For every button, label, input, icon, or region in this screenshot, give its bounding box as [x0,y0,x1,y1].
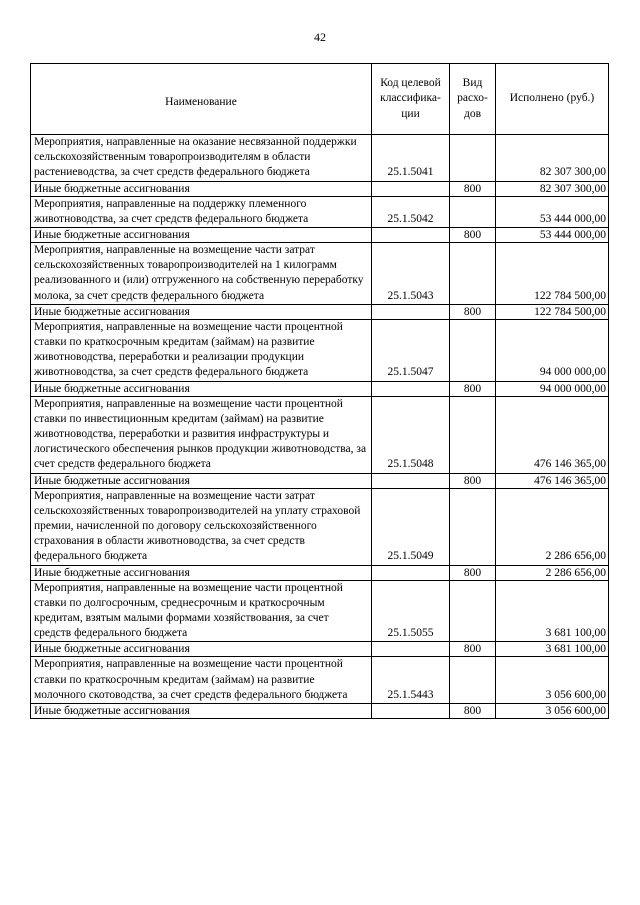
cell-code: 25.1.5443 [372,657,450,704]
cell-name: Мероприятия, направленные на возмещение части процентной ставки по долгосрочным, среднесрочным и краткосрочным кредитам, взятым малыми формами хозяйствования, за счет средств федерального бюджета [31,580,372,642]
cell-code [372,642,450,657]
cell-name: Иные бюджетные ассигнования [31,228,372,243]
header-sum: Исполнено (руб.) [496,64,609,135]
table-header-row [31,64,609,135]
table-row [31,319,609,381]
cell-vid [450,657,496,704]
header-name: Наименование [31,64,372,135]
cell-code [372,228,450,243]
cell-code [372,565,450,580]
table-row [31,396,609,473]
cell-sum: 122 784 500,00 [496,243,609,305]
cell-vid: 800 [450,704,496,719]
cell-vid: 800 [450,228,496,243]
table-row [31,704,609,719]
cell-sum: 94 000 000,00 [496,319,609,381]
cell-vid: 800 [450,304,496,319]
cell-name: Иные бюджетные ассигнования [31,473,372,488]
table-row [31,243,609,305]
cell-sum: 94 000 000,00 [496,381,609,396]
cell-code: 25.1.5049 [372,488,450,565]
cell-name: Мероприятия, направленные на возмещение части процентной ставки по инвестиционным кредитам (займам) на развитие животноводства, переработки и развития инфраструктуры и логистического обеспечения рынков продукции животноводства, за счет средств федерального бюджета [31,396,372,473]
table-row [31,473,609,488]
cell-sum: 53 444 000,00 [496,196,609,227]
table-row [31,657,609,704]
cell-name: Мероприятия, направленные на возмещение части процентной ставки по краткосрочным кредитам (займам) на развитие молочного скотоводства, за счет средств федерального бюджета [31,657,372,704]
cell-sum: 2 286 656,00 [496,488,609,565]
cell-code [372,381,450,396]
cell-sum: 122 784 500,00 [496,304,609,319]
cell-code [372,304,450,319]
cell-vid: 800 [450,381,496,396]
table-row [31,304,609,319]
cell-vid [450,488,496,565]
cell-vid: 800 [450,565,496,580]
cell-code: 25.1.5047 [372,319,450,381]
cell-name: Мероприятия, направленные на оказание несвязанной поддержки сельскохозяйственным товаропроизводителям в области растениеводства, за счет средств федерального бюджета [31,135,372,182]
table-row [31,565,609,580]
cell-vid: 800 [450,642,496,657]
page-number: 42 [314,30,326,44]
cell-vid [450,243,496,305]
cell-name: Иные бюджетные ассигнования [31,565,372,580]
cell-name: Мероприятия, направленные на поддержку племенного животноводства, за счет средств федерального бюджета [31,196,372,227]
cell-name: Иные бюджетные ассигнования [31,181,372,196]
cell-sum: 82 307 300,00 [496,181,609,196]
cell-vid [450,319,496,381]
cell-vid: 800 [450,181,496,196]
cell-vid [450,396,496,473]
cell-name: Иные бюджетные ассигнования [31,642,372,657]
cell-vid [450,196,496,227]
cell-code: 25.1.5042 [372,196,450,227]
cell-name: Иные бюджетные ассигнования [31,304,372,319]
budget-table [30,63,609,719]
cell-code: 25.1.5043 [372,243,450,305]
cell-vid [450,580,496,642]
table-row [31,228,609,243]
table-row [31,642,609,657]
cell-code [372,704,450,719]
cell-name: Мероприятия, направленные на возмещение части процентной ставки по краткосрочным кредитам (займам) на развитие животноводства, переработки и реализации продукции животноводства, за счет средств федерального бюджета [31,319,372,381]
cell-name: Иные бюджетные ассигнования [31,381,372,396]
table-row [31,580,609,642]
cell-name: Иные бюджетные ассигнования [31,704,372,719]
table-row [31,135,609,182]
cell-sum: 2 286 656,00 [496,565,609,580]
cell-code [372,473,450,488]
cell-sum: 476 146 365,00 [496,396,609,473]
cell-code: 25.1.5048 [372,396,450,473]
table-row [31,196,609,227]
cell-vid [450,135,496,182]
cell-sum: 82 307 300,00 [496,135,609,182]
table-row [31,181,609,196]
cell-name: Мероприятия, направленные на возмещение части затрат сельскохозяйственных товаропроизводителей на уплату страховой премии, начисленной по договору сельскохозяйственного страхования в области животноводства, за счет средств федерального бюджета [31,488,372,565]
cell-code: 25.1.5055 [372,580,450,642]
cell-sum: 3 056 600,00 [496,657,609,704]
cell-vid: 800 [450,473,496,488]
header-vid: Вид расхо-дов [450,64,496,135]
cell-code [372,181,450,196]
header-code: Код целевой классифика-ции [372,64,450,135]
table-row [31,381,609,396]
cell-sum: 476 146 365,00 [496,473,609,488]
table-row [31,488,609,565]
cell-sum: 3 681 100,00 [496,642,609,657]
cell-name: Мероприятия, направленные на возмещение части затрат сельскохозяйственных товаропроизводителей на 1 килограмм реализованного и (или) отгруженного на собственную переработку молока, за счет средств федерального бюджета [31,243,372,305]
cell-sum: 3 056 600,00 [496,704,609,719]
cell-sum: 3 681 100,00 [496,580,609,642]
cell-code: 25.1.5041 [372,135,450,182]
cell-sum: 53 444 000,00 [496,228,609,243]
